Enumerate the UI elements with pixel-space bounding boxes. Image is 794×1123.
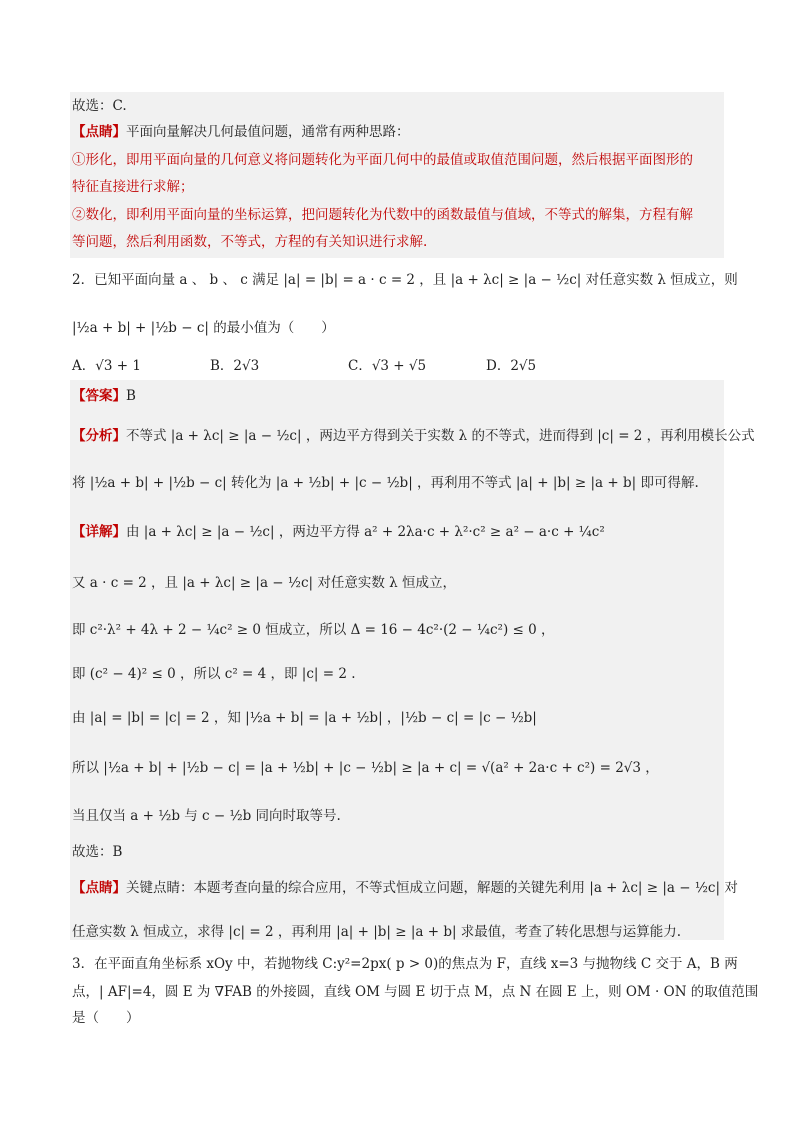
tip-text: 平面向量解决几何最值问题，通常有两种思路： [126, 124, 410, 140]
detail-line-3: 即 c²·λ² + 4λ + 2 − ¼c² ≥ 0 恒成立，所以 Δ = 16 − 4c²·(2 − ¼c²) ≤ 0 ， [72, 622, 555, 638]
analysis-tag: 【分析】 [72, 428, 126, 444]
detail-line-8: 故选：B [72, 844, 123, 860]
keytip-tag: 【点睛】 [72, 880, 126, 896]
detail-line-6: 所以 |½a + b| + |½b − c| = |a + ½b| + |c − ½b| ≥ |a + c| = √(a² + 2a·c + c²) = 2√3 ， [72, 760, 659, 776]
answer-line [72, 386, 722, 406]
detail-line-2: 又 a · c = 2 ，且 |a + λc| ≥ |a − ½c| 对任意实数 λ 恒成立， [72, 575, 457, 591]
detail-text-1: 由 |a + λc| ≥ |a − ½c| ，两边平方得 a² + 2λa·c + λ²·c² ≥ a² − a·c + ¼c² [126, 524, 605, 540]
keytip-text-1: 关键点睛：本题考查向量的综合应用，不等式恒成立问题，解题的关键先利用 |a + λc| ≥ |a − ½c| 对 [126, 880, 738, 896]
detail-line-5: 由 |a| = |b| = |c| = 2 ，知 |½a + b| = |a + ½b| ，|½b − c| = |c − ½b| [72, 710, 537, 726]
q3-stem-line-2: 点，| AF|=4，圆 E 为 ∇FAB 的外接圆，直线 OM 与圆 E 切于点 M，点 N 在圆 E 上，则 OM · ON 的取值范围 [72, 984, 759, 1000]
detail-line-7: 当且仅当 a + ½b 与 c − ½b 同向时取等号. [72, 808, 341, 824]
q2-option-c: C．√3 + √5 [348, 358, 427, 374]
q3-stem-line-3: 是（ ） [72, 1010, 140, 1026]
prev-tip-line-3: ②数化，即利用平面向量的坐标运算，把问题转化为代数中的函数最值与值域，不等式的解集，方程有解 [72, 207, 693, 223]
q3-stem-line-1: 3．在平面直角坐标系 xOy 中，若抛物线 C:y²=2px( p > 0)的焦点为 F，直线 x=3 与抛物线 C 交于 A，B 两 [72, 956, 738, 972]
detail-line-4: 即 (c² − 4)² ≤ 0 ，所以 c² = 4 ，即 |c| = 2 . [72, 666, 356, 682]
q2-option-d: D．2√5 [486, 358, 537, 374]
keytip-line-2: 任意实数 λ 恒成立，求得 |c| = 2 ，再利用 |a| + |b| ≥ |a + b| 求最值，考查了转化思想与运算能力. [72, 924, 682, 940]
answer-value: B [126, 388, 136, 404]
prev-tip-line-4: 等问题，然后利用函数，不等式，方程的有关知识进行求解. [72, 234, 428, 250]
analysis-text-1: 不等式 |a + λc| ≥ |a − ½c| ，两边平方得到关于实数 λ 的不等式，进而得到 |c| = 2 ，再利用模长公式 [126, 428, 755, 444]
q2-option-a: A．√3 + 1 [72, 358, 141, 374]
analysis-line-1 [72, 426, 755, 446]
detail-tag: 【详解】 [72, 524, 126, 540]
prev-tip-line-1: ①形化，即用平面向量的几何意义将问题转化为平面几何中的最值或取值范围问题，然后根据平面图形的 [72, 152, 693, 168]
detail-line-1 [72, 522, 722, 542]
prev-tip-line-2: 特征直接进行求解； [72, 179, 194, 195]
prev-choice: 故选：C. [72, 98, 127, 114]
keytip-line-1 [72, 878, 738, 898]
q2-stem-line-1: 2．已知平面向量 a 、 b 、 c 满足 |a| = |b| = a · c = 2 ，且 |a + λc| ≥ |a − ½c| 对任意实数 λ 恒成立，则 [72, 272, 738, 288]
prev-tip [72, 122, 722, 142]
q2-option-b: B．2√3 [210, 358, 260, 374]
analysis-line-2: 将 |½a + b| + |½b − c| 转化为 |a + ½b| + |c − ½b| ，再利用不等式 |a| + |b| ≥ |a + b| 即可得解. [72, 475, 699, 491]
q2-stem-line-2: |½a + b| + |½b − c| 的最小值为（ ） [72, 320, 335, 336]
tip-tag: 【点睛】 [72, 124, 126, 140]
answer-tag: 【答案】 [72, 388, 126, 404]
